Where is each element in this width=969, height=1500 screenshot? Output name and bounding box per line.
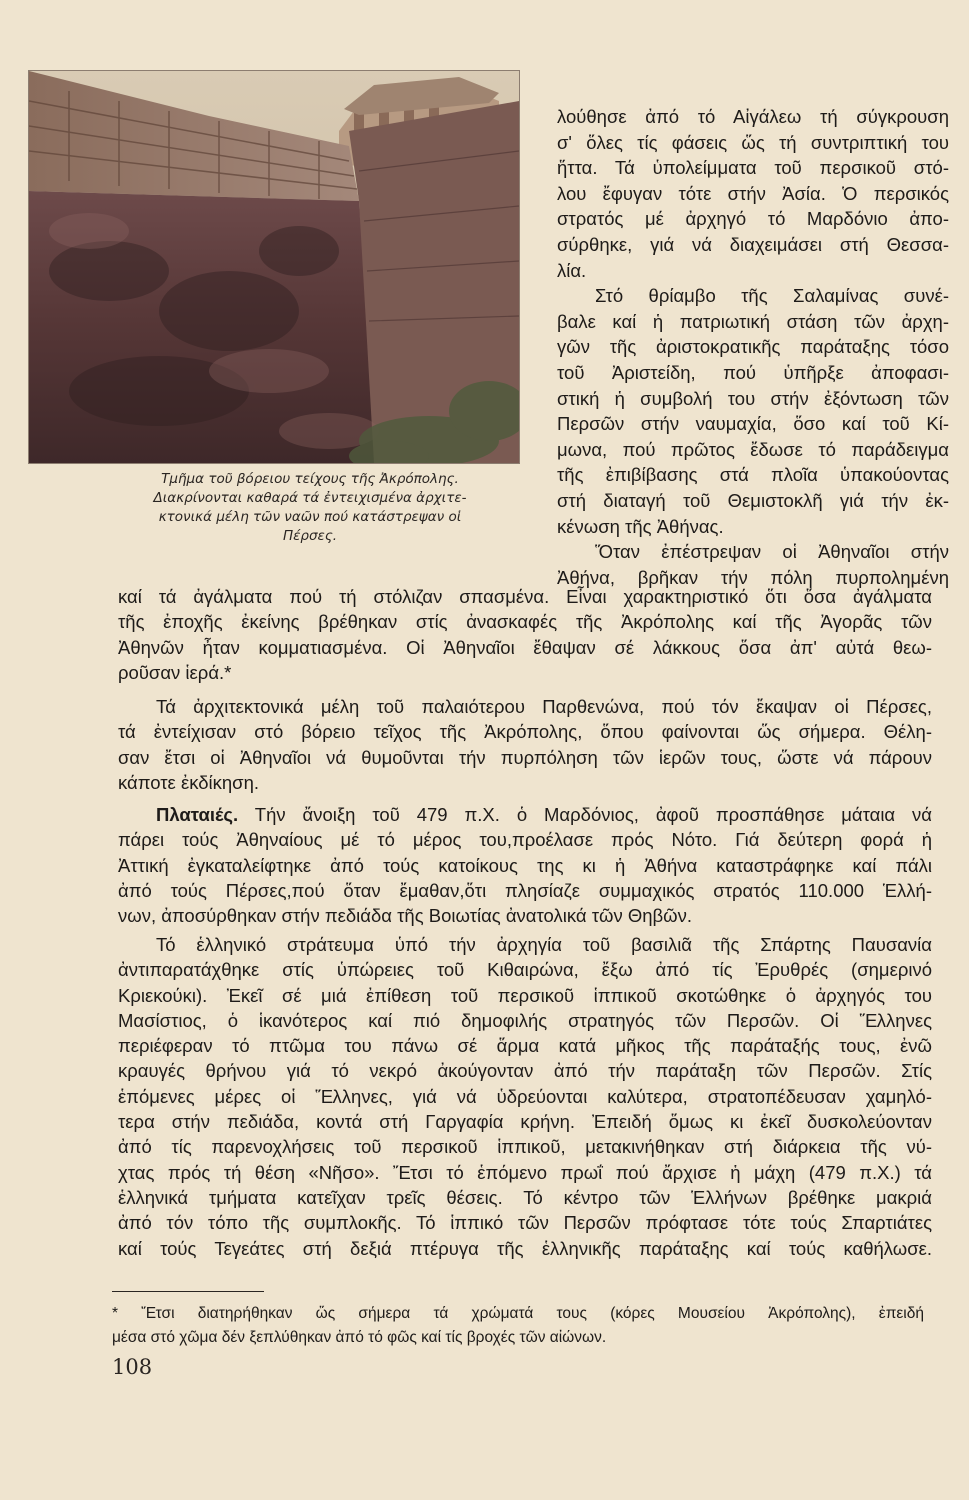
right-column-text bbox=[557, 104, 949, 590]
text-line: γῶν τῆς ἀριστοκρατικῆς παράταξης τόσο bbox=[557, 336, 949, 358]
text-line: Ἀθηνῶν ἦταν κομματιασμένα. Οἱ Ἀθηναῖοι ἔθαψαν σέ λάκκους ὅσα ἀπ' αὐτά θεω- bbox=[118, 636, 932, 658]
text-line: ἀντιπαρατάχθηκε στίς ὑπώρειες τοῦ Κιθαιρώνα, ἔξω ἀπό τίς Ἐρυθρές (σημερινό bbox=[118, 959, 932, 981]
text-line: τῆς ἐποχῆς ἐκείνης βρέθηκαν στίς ἀνασκαφές τῆς Ἀκρόπολης καί τῆς Ἀγορᾶς τῶν bbox=[118, 611, 932, 633]
acropolis-wall-photo bbox=[28, 70, 520, 464]
text-line: στή διαταγή τοῦ Θεμιστοκλῆ γιά τήν ἐκ- bbox=[557, 489, 949, 511]
page-number: 108 bbox=[112, 1355, 153, 1379]
text-line: μωνα, πού πρῶτος ἔδωσε τό παράδειγμα bbox=[557, 438, 949, 460]
caption-line: Τμῆμα τοῦ βόρειου τείχους τῆς Ἀκρόπολης. bbox=[161, 471, 459, 487]
text-line: τερα στήν πεδιάδα, κοντά στή Γαργαφία κρήνη. Ἐπειδή ὅμως κι ἐκεῖ δυσκολεύονταν bbox=[118, 1111, 932, 1133]
text-line: σ' ὅλες τίς φάσεις ὥς τή συντριπτική του bbox=[557, 131, 949, 153]
caption-line: Πέρσες. bbox=[282, 528, 338, 544]
text-line: λία. bbox=[557, 259, 587, 281]
footnote-line: * Ἔτσι διατηρήθηκαν ὥς σήμερα τά χρώματά τους (κόρες Μουσείου Ἀκρόπολης), ἐπειδή bbox=[112, 1305, 924, 1322]
text-line: Περσῶν στήν ναυμαχία, ὅσο καί τοῦ Κί- bbox=[557, 413, 949, 435]
text-line: ἥττα. Τά ὑπολείμματα τοῦ περσικοῦ στό- bbox=[557, 157, 949, 179]
text-line: τῆς ἐπιβίβασης στά πλοῖα ὑπακούοντας bbox=[557, 464, 949, 486]
text-line bbox=[118, 802, 932, 827]
text-line: ροῦσαν ἱερά.* bbox=[118, 661, 232, 683]
text-line: κάποτε ἐκδίκηση. bbox=[118, 771, 260, 793]
text-line: ἀπό τούς Πέρσες,πού ὅταν ἔμαθαν,ὅτι πλησίαζε συμμαχικός στρατός 110.000 Ἑλλή- bbox=[118, 879, 932, 901]
footnote-rule bbox=[112, 1291, 264, 1292]
text-line: βαλε καί ἡ πατριωτική στάση τῶν ἀρχη- bbox=[557, 310, 949, 332]
text-line: Ἀθήνα, βρῆκαν τήν πόλη πυρπολημένη bbox=[557, 566, 949, 588]
footnote bbox=[112, 1302, 924, 1350]
text-line: Τά ἀρχιτεκτονικά μέλη τοῦ παλαιότερου Παρθενώνα, πού τόν ἔκαψαν οἱ Πέρσες, bbox=[156, 696, 932, 717]
text-line: κραυγές θρήνου γιά τό νεκρό ἀκούγονταν ἀπό τήν παράταξη τῶν Περσῶν. Στίς bbox=[118, 1060, 932, 1082]
text-line: Ὅταν ἐπέστρεψαν οἱ Ἀθηναῖοι στήν bbox=[595, 541, 949, 563]
text-line: Ἀττική ἐγκαταλείφτηκε ἀπό τούς κατοίκους της κι ἡ Ἀθήνα καταστράφηκε καί πάλι bbox=[118, 854, 932, 876]
text-line: λούθησε ἀπό τό Αἰγάλεω τή σύγκρουση bbox=[557, 106, 949, 127]
text-line: ἀπό τίς παρενοχλήσεις τοῦ περσικοῦ ἱππικοῦ, μετακινήθηκαν στή διάρκεια τῆς νύ- bbox=[118, 1136, 932, 1158]
footnote-line: μέσα στό χῶμα δέν ξεπλύθηκαν ἀπό τό φῶς καί τίς βροχές τῶν αἰώνων. bbox=[112, 1329, 607, 1346]
photo-illustration bbox=[29, 71, 519, 463]
text-line: νων, ἀποσύρθηκαν στήν πεδιάδα τῆς Βοιωτίας ἀνατολικά τῶν Θηβῶν. bbox=[118, 905, 692, 927]
caption-line: Διακρίνονται καθαρά τά ἐντειχισμένα ἀρχιτε- bbox=[153, 490, 467, 506]
text-line: ἀπό τόν τόπο τῆς συμπλοκῆς. Τό ἱππικό τῶν Περσῶν πρόφτασε τότε τούς Σπαρτιάτες bbox=[118, 1212, 932, 1234]
text-line: Κριεκούκι). Ἐκεῖ σέ μιά ἐπίθεση τοῦ περσικοῦ ἱππικοῦ σκοτώθηκε ὁ ἀρχηγός του bbox=[118, 984, 932, 1006]
paragraph-statues bbox=[118, 584, 932, 685]
text-line: σύρθηκε, γιά νά διαχειμάσει στή Θεσσα- bbox=[557, 233, 949, 255]
text-line: τοῦ Ἀριστείδη, πού ὑπῆρξε ἀποφασι- bbox=[557, 361, 949, 383]
text-line: Στό θρίαμβο τῆς Σαλαμίνας συνέ- bbox=[595, 285, 949, 307]
text-line: τά ἐντείχισαν στό βόρειο τεῖχος τῆς Ἀκρόπολης, ὅπου φαίνονται ὥς σήμερα. Θέλη- bbox=[118, 721, 932, 743]
caption-line: κτονικά μέλη τῶν ναῶν πού κατάστρεψαν οἱ bbox=[158, 509, 462, 525]
text-line: λου ἔφυγαν τότε στήν Ἀσία. Ὁ περσικός bbox=[557, 182, 949, 204]
text-line: κένωση τῆς Ἀθήνας. bbox=[557, 515, 724, 537]
text-line: καί τά ἀγάλματα πού τή στόλιζαν σπασμένα. Εἶναι χαρακτηριστικό ὅτι ὅσα ἀγάλματα bbox=[118, 586, 932, 607]
paragraph-battle bbox=[118, 932, 932, 1261]
section-heading: Πλαταιές. bbox=[156, 804, 239, 825]
text-line: πάρει τούς Ἀθηναίους μέ τό μέρος του,προέλασε πρός Νότο. Γιά δεύτερη φορά ἡ bbox=[118, 829, 932, 851]
text-line: χτας πρός τή θέση «Νῆσο». Ἔτσι τό ἑπόμενο πρωΐ πού ἄρχισε ἡ μάχη (479 π.Χ.) τά bbox=[118, 1161, 932, 1183]
paragraph-parthenon bbox=[118, 694, 932, 795]
text-line: καί τούς Τεγεάτες στή δεξιά πτέρυγα τῆς ἑλληνικῆς παράταξης καί τούς καθήλωσε. bbox=[118, 1237, 932, 1259]
text-line: ἑλληνικά τμήματα κατεῖχαν τρεῖς θέσεις. Τό κέντρο τῶν Ἑλλήνων βρέθηκε μακριά bbox=[118, 1186, 932, 1208]
text-line: Μασίστιος, ὁ ἱκανότερος καί πιό δημοφιλής στρατηγός τῶν Περσῶν. Οἱ Ἕλληνες bbox=[118, 1009, 932, 1031]
text-line: σαν ἔτσι οἱ Ἀθηναῖοι νά θυμοῦνται τήν πυρπόληση τῶν ἱερῶν τους, ὥστε νά πάρουν bbox=[118, 746, 932, 768]
text-line: ἑπόμενες μέρες οἱ Ἕλληνες, γιά νά ὑδρεύονται καλύτερα, στρατοπέδευσαν χαμηλό- bbox=[118, 1085, 932, 1107]
text-line: στρατός μέ ἀρχηγό τό Μαρδόνιο ἀπο- bbox=[557, 208, 949, 230]
text-line: Τό ἑλληνικό στράτευμα ὑπό τήν ἀρχηγία τοῦ βασιλιᾶ τῆς Σπάρτης Παυσανία bbox=[156, 934, 932, 955]
text-fragment: Τήν ἄνοιξη τοῦ 479 π.Χ. ὁ Μαρδόνιος, ἀφοῦ προσπάθησε μάταια νά bbox=[254, 804, 932, 825]
text-line: περιέφεραν τό πτῶμα του πάνω σέ ἅρμα κατά μῆκος τῆς παράταξής τους, ἐνῶ bbox=[118, 1035, 932, 1057]
paragraph-plataea bbox=[118, 802, 932, 928]
text-line: στική ἡ συμβολή του στήν ἐξόντωση τῶν bbox=[557, 387, 949, 409]
photo-caption bbox=[100, 470, 520, 546]
